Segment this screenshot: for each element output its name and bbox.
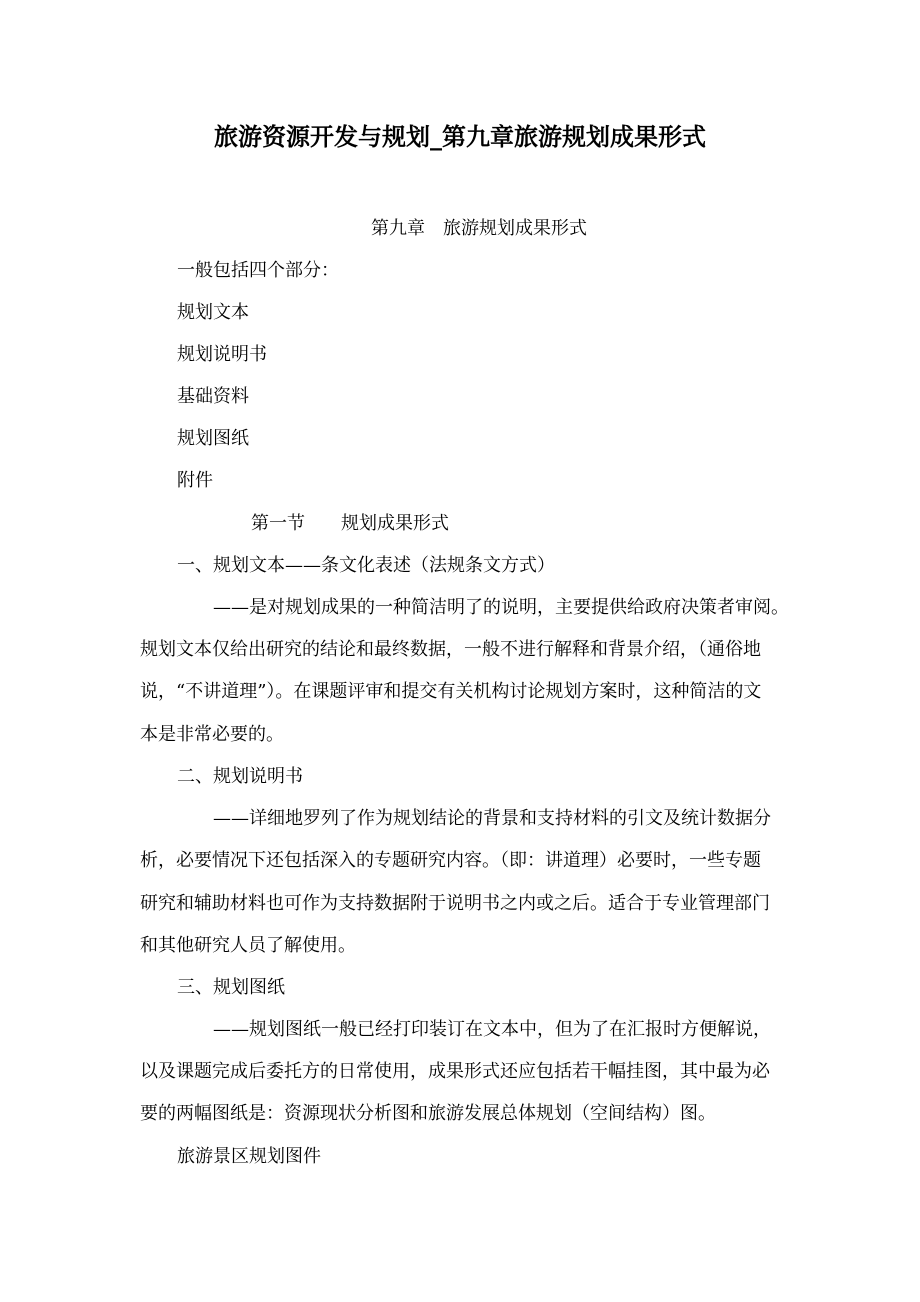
part-item: 附件 bbox=[177, 470, 213, 491]
paragraph-line: 说，“不讲道理”）。在课题评审和提交有关机构讨论规划方案时，这种简洁的文 bbox=[140, 681, 762, 702]
paragraph-line: ——规划图纸一般已经打印装订在文本中，但为了在汇报时方便解说， bbox=[213, 1019, 771, 1040]
subsection-heading: 二、规划说明书 bbox=[177, 766, 303, 787]
paragraph-line: 研究和辅助材料也可作为支持数据附于说明书之内或之后。适合于专业管理部门 bbox=[140, 893, 770, 914]
intro-text: 一般包括四个部分： bbox=[177, 260, 339, 281]
subsection-heading: 三、规划图纸 bbox=[177, 977, 285, 998]
paragraph-line: 析，必要情况下还包括深入的专题研究内容。（即：讲道理）必要时，一些专题 bbox=[140, 850, 761, 871]
part-item: 规划文本 bbox=[177, 302, 249, 323]
chapter-heading: 第九章 旅游规划成果形式 bbox=[371, 218, 587, 239]
section-heading: 第一节 规划成果形式 bbox=[251, 513, 449, 534]
part-item: 规划说明书 bbox=[177, 344, 267, 365]
paragraph-line: ——是对规划成果的一种简洁明了的说明，主要提供给政府决策者审阅。 bbox=[213, 597, 789, 618]
paragraph-line: 规划文本仅给出研究的结论和最终数据，一般不进行解释和背景介绍，（通俗地 bbox=[140, 639, 761, 660]
subheading: 旅游景区规划图件 bbox=[177, 1146, 321, 1167]
paragraph-line: 和其他研究人员了解使用。 bbox=[140, 935, 356, 956]
part-item: 规划图纸 bbox=[177, 428, 249, 449]
paragraph-line: 以及课题完成后委托方的日常使用，成果形式还应包括若干幅挂图，其中最为必 bbox=[140, 1061, 770, 1082]
paragraph-line: 要的两幅图纸是：资源现状分析图和旅游发展总体规划（空间结构）图。 bbox=[140, 1103, 716, 1124]
paragraph-line: 本是非常必要的。 bbox=[140, 724, 284, 745]
paragraph-line: ——详细地罗列了作为规划结论的背景和支持材料的引文及统计数据分 bbox=[213, 808, 771, 829]
document-title: 旅游资源开发与规划_第九章旅游规划成果形式 bbox=[214, 122, 706, 151]
subsection-heading: 一、规划文本——条文化表述（法规条文方式） bbox=[177, 555, 555, 576]
part-item: 基础资料 bbox=[177, 386, 249, 407]
